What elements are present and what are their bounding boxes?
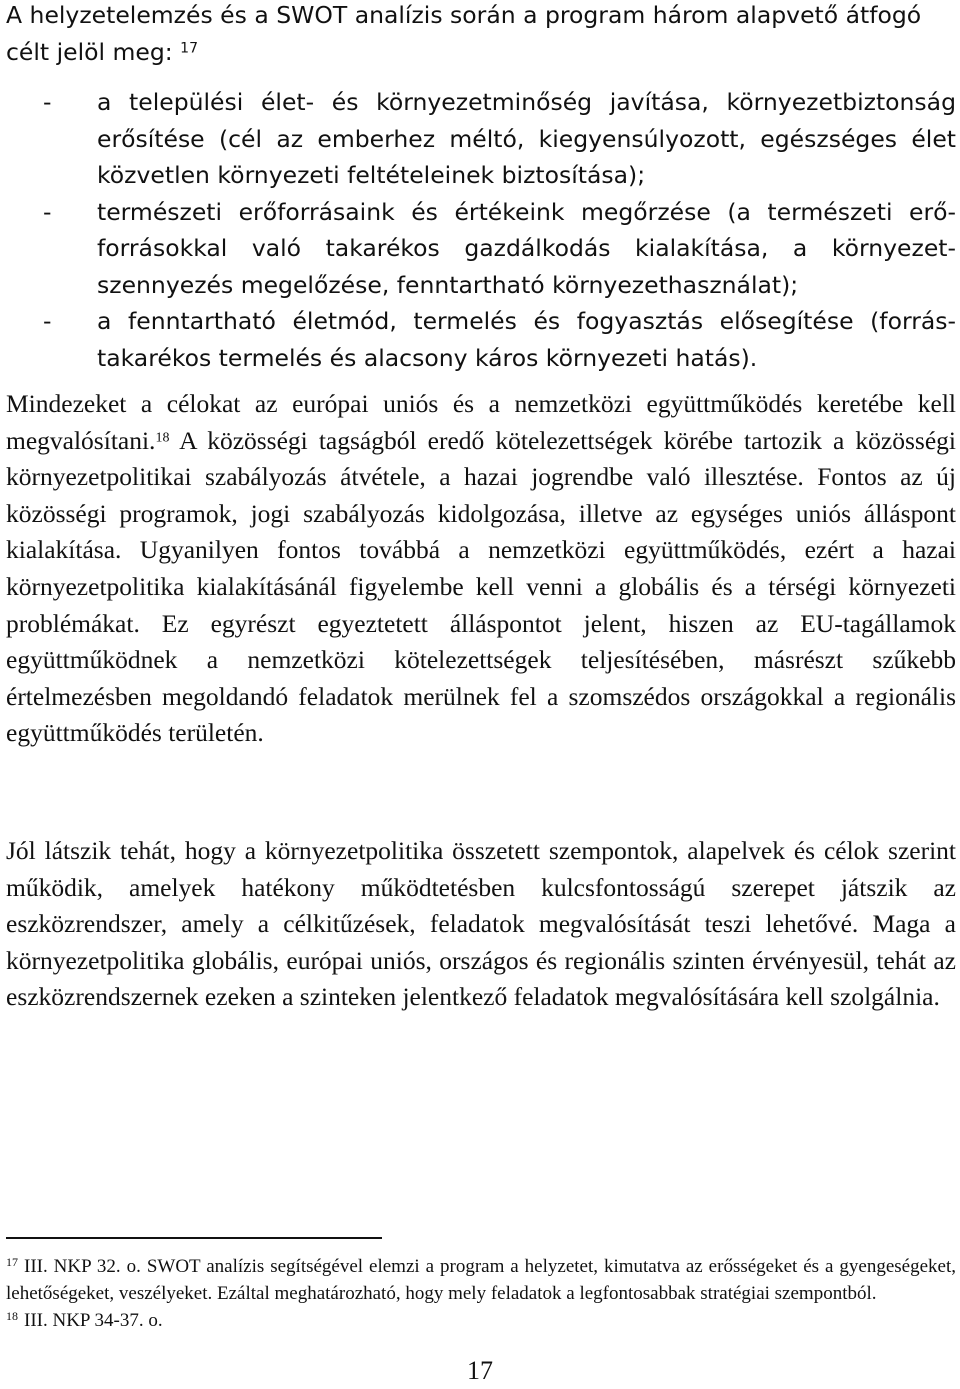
list-dash: -: [43, 197, 52, 226]
list-dash: -: [43, 88, 52, 116]
list-item-text: a fenntartható életmód, termelés és fogyasztás elősegítése (forrástakarékos termelés és alacsony káros környezeti hatás).: [97, 307, 956, 372]
list-dash: -: [43, 307, 52, 335]
list-item: [6, 194, 956, 304]
body-paragraph-1: [6, 386, 956, 752]
paragraph-text: A közösségi tagságból eredő kötelezettségek körébe tartozik a közösségi környezetpolitikai szabályozás átvétele, a hazai jogrendbe való illesztése. Fontos az új közösségi programok, jogi szabályozás kidolgozása, illetve az egységes uniós álláspont kialakítása. Ugyanilyen fontos továbbá a nemzetközi együttműködés, ezért a hazai környezetpolitika kialakításánál figyelembe kell venni a globális és a térségi környezeti problémákat. Ez egyrészt egyeztetett álláspontot jelent, hiszen az EU-tagállamok együttműködnek a nemzetközi kötelezettségek teljesítésében, másrészt szűkebb értelmezésben megoldandó feladatok merülnek fel a szomszédos országokkal a regionális együttműködés területén.: [6, 425, 956, 748]
list-item: [6, 303, 956, 376]
list-item: [6, 84, 956, 194]
intro-text: A helyzetelemzés és a SWOT analízis során a program három alapvető átfogó célt jelöl meg:: [6, 1, 922, 66]
footnote-17: [6, 1253, 956, 1307]
intro-paragraph: [6, 0, 956, 70]
footnote-number: 18: [6, 1309, 18, 1323]
footnote-number: 17: [6, 1255, 18, 1269]
list-item-text: a települési élet- és környezetminőség javítása, környezetbiztonság erősítése (cél az emberhez méltó, kiegyensúlyozott, egészséges élet közvetlen környezeti feltételeinek biztosítása);: [97, 88, 956, 189]
paragraph-text: Jól látszik tehát, hogy a környezetpolitika összetett szempontok, alapelvek és célok szerint működik, amelyek hatékony működtetésben kulcsfontosságú szerepet játszik az eszközrendszer, amely a célkitűzések, feladatok megvalósítását teszi lehetővé. Maga a környezetpolitika globális, európai uniós, országos és regionális szinten érvényesül, tehát az eszközrendszernek ezeken a szinteken jelentkező feladatok megvalósítására kell szolgálnia.: [6, 836, 956, 1012]
body-paragraph-2: [6, 833, 956, 1016]
list-item-text: természeti erőforrásaink és értékeink megőrzése (a természeti erőforrásokkal való takarékos gazdálkodás kialakítása, a környezetszennyezés megelőzése, fenntartható környezethasználat);: [97, 197, 956, 299]
goals-list: [6, 84, 956, 376]
footnote-18: [6, 1307, 956, 1334]
footnote-separator: [6, 1237, 382, 1239]
page-number: 17: [467, 1356, 493, 1385]
footnote-ref-17[interactable]: 17: [180, 39, 198, 56]
footnote-ref-18[interactable]: 18: [155, 429, 170, 445]
footnote-text: III. NKP 34-37. o.: [24, 1310, 163, 1331]
footnotes: [6, 1253, 956, 1334]
paragraph-text: Mindezeket a célokat az európai uniós és a nemzetközi együttműködés keretébe kell megvalósítani.: [6, 389, 956, 455]
footnote-text: III. NKP 32. o. SWOT analízis segítségével elemzi a program a helyzetet, kimutatva az erősségeket és a gyengeségeket, lehetőségeket, veszélyeket. Ezáltal meghatározható, hogy mely feladatok a legfontosabbak stratégiai szempontból.: [6, 1256, 956, 1304]
